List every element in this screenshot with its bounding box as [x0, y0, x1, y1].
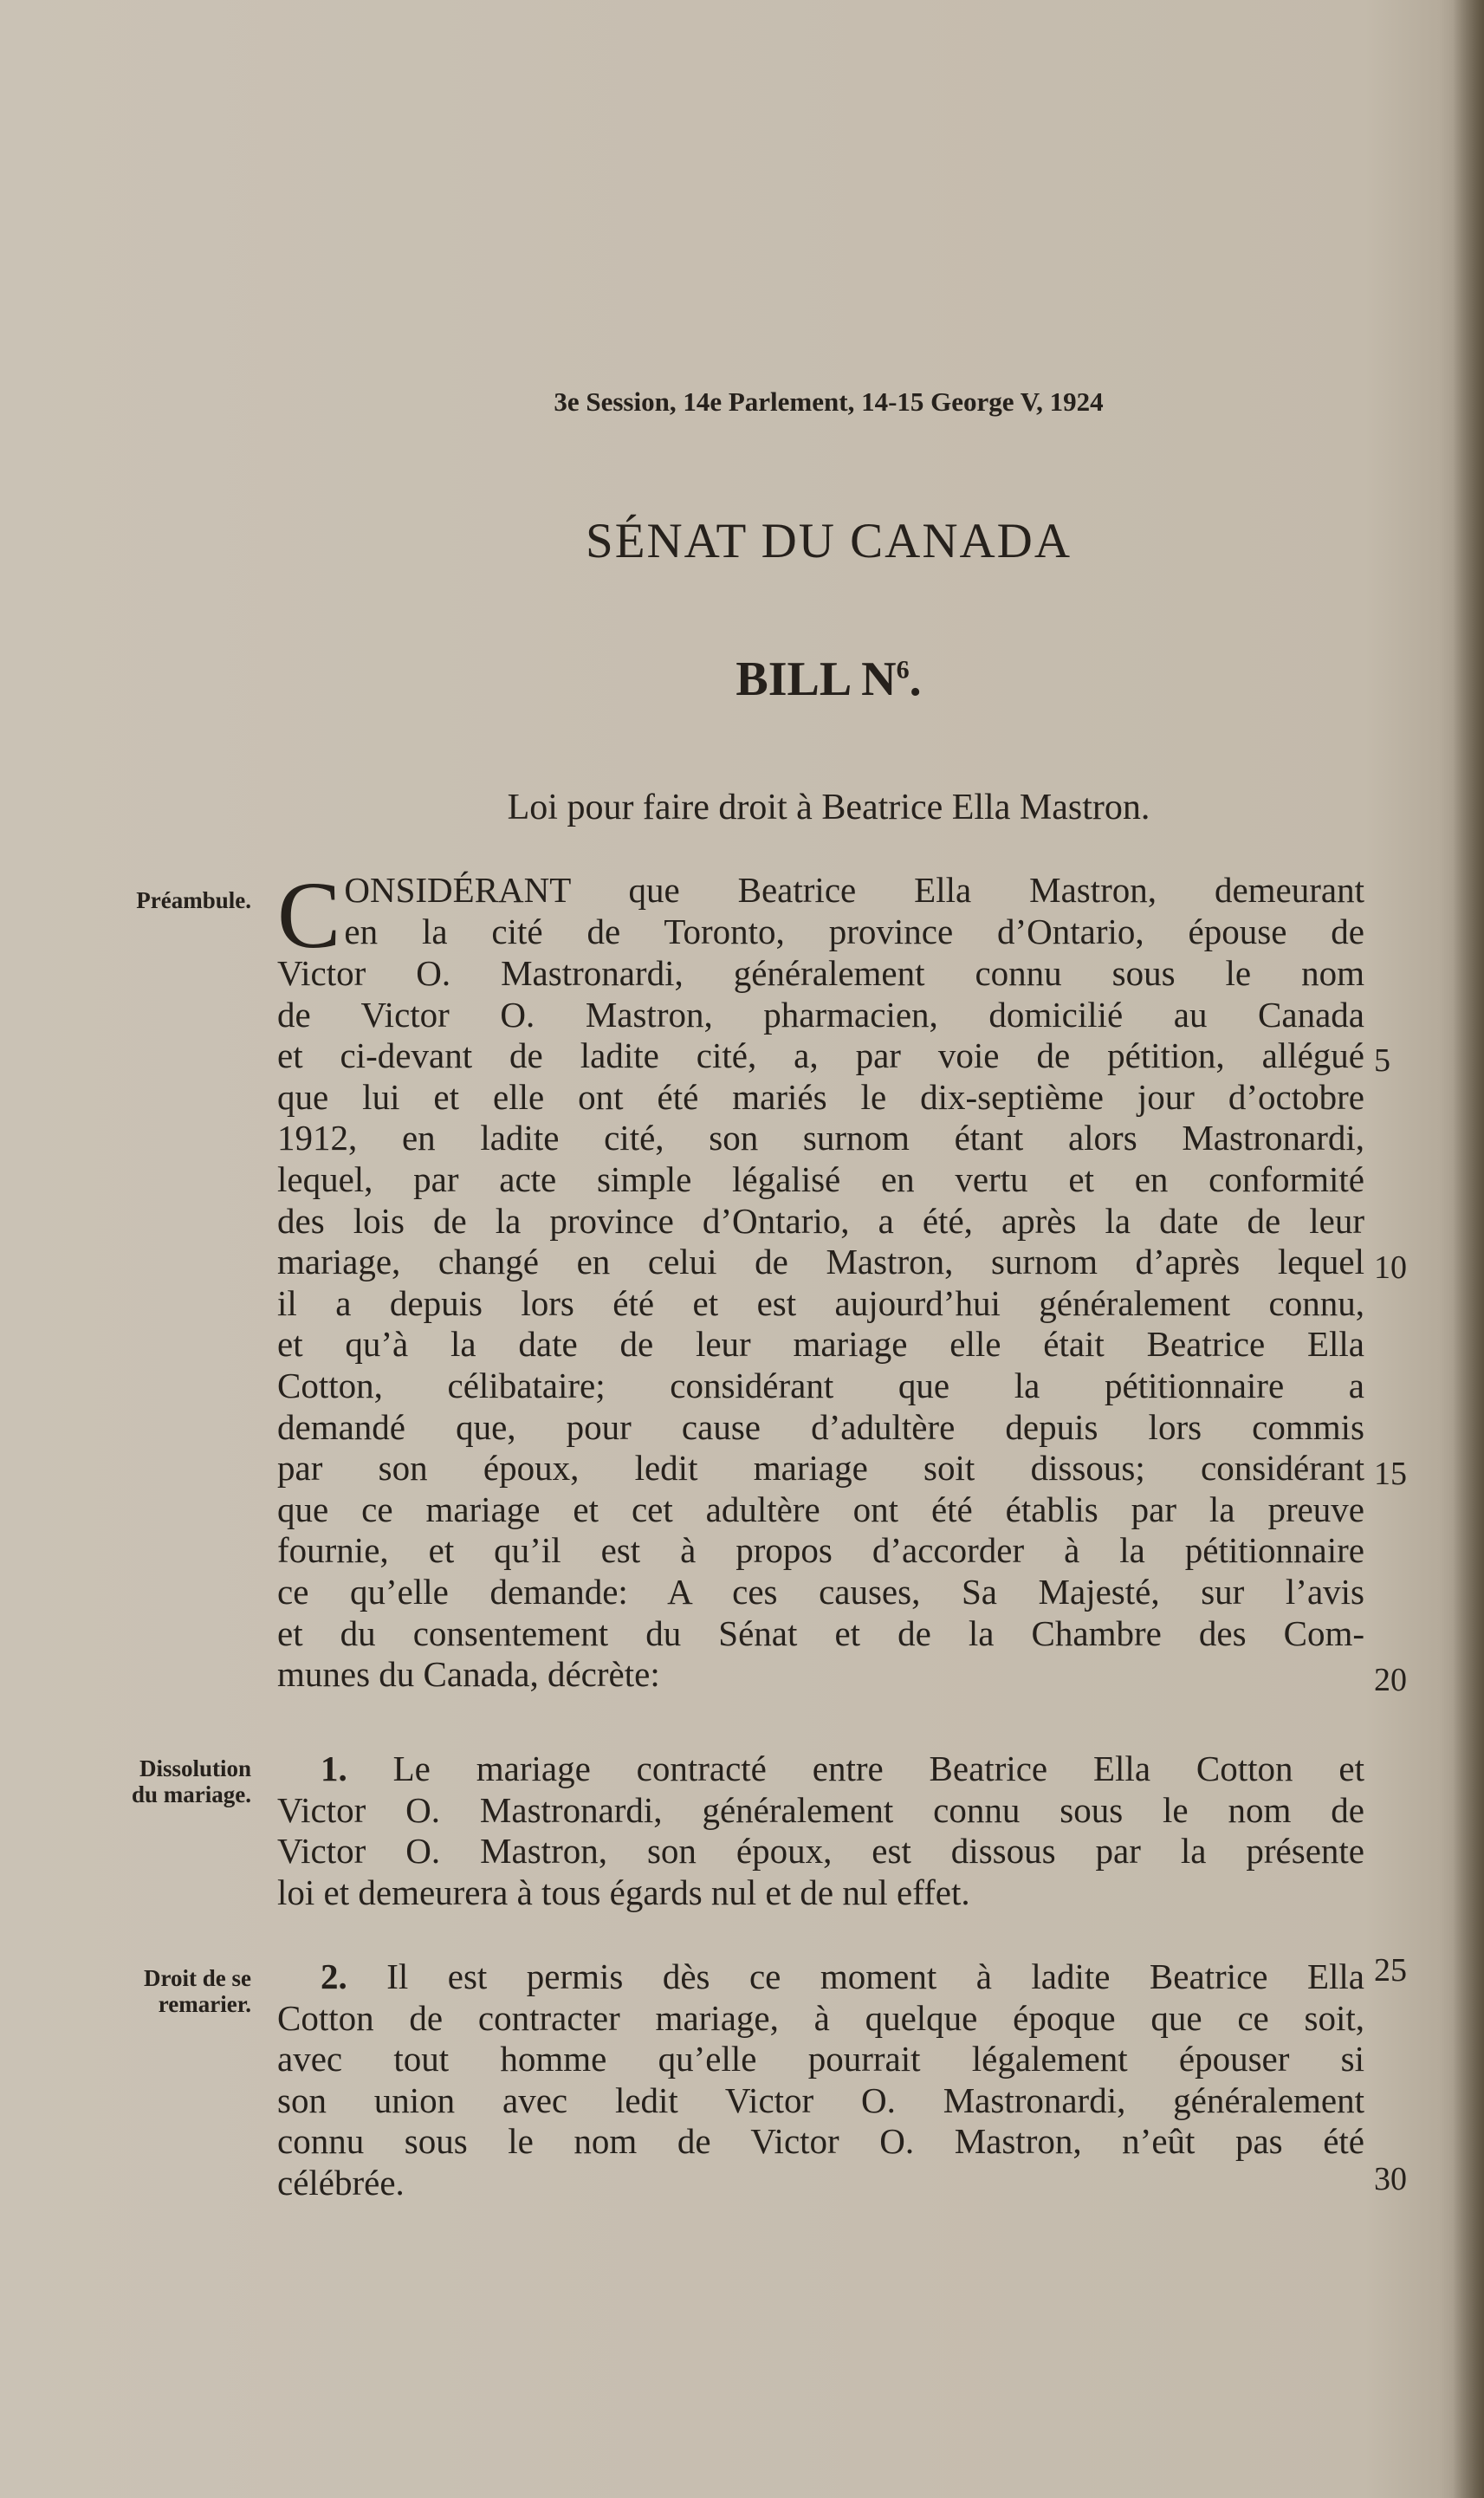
margin-note-remarriage	[35, 1965, 251, 2017]
preamble-line: Cotton, célibataire; considérant que la pétitionnaire a	[277, 1365, 1364, 1405]
section-line: avec tout homme qu’elle pourrait légalement épouser si	[277, 2039, 1364, 2080]
margin-note-preamble: Préambule.	[136, 887, 251, 913]
preamble-line: et ci-devant de ladite cité, a, par voie de pétition, allégué	[277, 1035, 1364, 1076]
bill-suffix: .	[909, 652, 922, 706]
section-number: 2.	[321, 1956, 347, 1996]
preamble-line: que ce mariage et cet adultère ont été établis par la preuve	[277, 1489, 1364, 1529]
section-line-text: Il est permis dès ce moment à ladite Beatrice Ella	[386, 1956, 1364, 1996]
act-title: Loi pour faire droit à Beatrice Ella Mastron.	[507, 788, 1150, 827]
section-line: Victor O. Mastron, son époux, est dissous par la présente	[277, 1831, 1364, 1872]
chamber-title: SÉNAT DU CANADA	[586, 514, 1072, 568]
bill-label: BILL N	[736, 652, 897, 706]
preamble-line: que lui et elle ont été mariés le dix-septième jour d’octobre	[277, 1076, 1364, 1117]
margin-note-line: Droit de se	[144, 1965, 251, 1991]
preamble-line: des lois de la province d’Ontario, a été, après la date de leur	[277, 1200, 1364, 1241]
section-1-text	[277, 1749, 1364, 1913]
preamble-line: en la cité de Toronto, province d’Ontario, épouse de	[344, 911, 1364, 951]
section-line: Victor O. Mastronardi, généralement connu sous le nom de	[277, 1789, 1364, 1830]
preamble-line: Victor O. Mastronardi, généralement connu sous le nom	[277, 953, 1364, 993]
margin-note-dissolution	[35, 1755, 251, 1807]
bill-number	[0, 652, 1484, 707]
line-number: 15	[1374, 1456, 1407, 1492]
section-line: son union avec ledit Victor O. Mastronardi, généralement	[277, 2080, 1364, 2120]
preamble-line: de Victor O. Mastron, pharmacien, domicilié au Canada	[277, 994, 1364, 1035]
line-number: 25	[1374, 1952, 1407, 1989]
preamble-line: munes du Canada, décrète:	[277, 1654, 660, 1695]
session-header: 3e Session, 14e Parlement, 14-15 George V, 1924	[554, 386, 1104, 417]
preamble-line: ONSIDÉRANT que Beatrice Ella Mastron, demeurant	[344, 870, 1364, 910]
preamble-line: 1912, en ladite cité, son surnom étant alors Mastronardi,	[277, 1118, 1364, 1158]
line-number: 10	[1374, 1249, 1407, 1286]
section-line: connu sous le nom de Victor O. Mastron, n’eût pas été	[277, 2121, 1364, 2162]
section-number: 1.	[321, 1749, 347, 1788]
section-line: Cotton de contracter mariage, à quelque époque que ce soit,	[277, 1997, 1364, 2038]
section-line	[277, 1749, 1364, 1790]
margin-note-line: remarier.	[158, 1991, 251, 2017]
preamble-line: ce qu’elle demande: A ces causes, Sa Majesté, sur l’avis	[277, 1571, 1364, 1612]
line-number: 30	[1374, 2161, 1407, 2197]
preamble-line: et du consentement du Sénat et de la Chambre des Com-	[277, 1612, 1364, 1653]
preamble-line: lequel, par acte simple légalisé en vertu et en conformité	[277, 1158, 1364, 1199]
preamble-text	[277, 862, 1364, 1696]
section-line-text: Le mariage contracté entre Beatrice Ella Cotton et	[392, 1749, 1364, 1788]
page-edge-shadow	[1453, 0, 1484, 2498]
preamble-line: mariage, changé en celui de Mastron, surnom d’après lequel	[277, 1242, 1364, 1282]
line-number: 20	[1374, 1662, 1407, 1698]
preamble-line: il a depuis lors été et est aujourd’hui généralement connu,	[277, 1282, 1364, 1323]
drop-cap: C	[277, 862, 341, 968]
preamble-line: et qu’à la date de leur mariage elle était Beatrice Ella	[277, 1324, 1364, 1365]
section-line: célébrée.	[277, 2162, 405, 2203]
margin-note-line: du mariage.	[132, 1781, 251, 1807]
line-number: 5	[1374, 1042, 1390, 1079]
section-2-text	[277, 1956, 1364, 2204]
preamble-line: par son époux, ledit mariage soit dissous; considérant	[277, 1448, 1364, 1489]
preamble-line: fournie, et qu’il est à propos d’accorder à la pétitionnaire	[277, 1530, 1364, 1571]
preamble-line: demandé que, pour cause d’adultère depuis lors commis	[277, 1406, 1364, 1447]
bill-number-superscript: 6	[896, 655, 910, 685]
section-line: loi et demeurera à tous égards nul et de nul effet.	[277, 1872, 970, 1912]
section-line	[277, 1956, 1364, 1998]
margin-note-line: Dissolution	[139, 1755, 251, 1781]
